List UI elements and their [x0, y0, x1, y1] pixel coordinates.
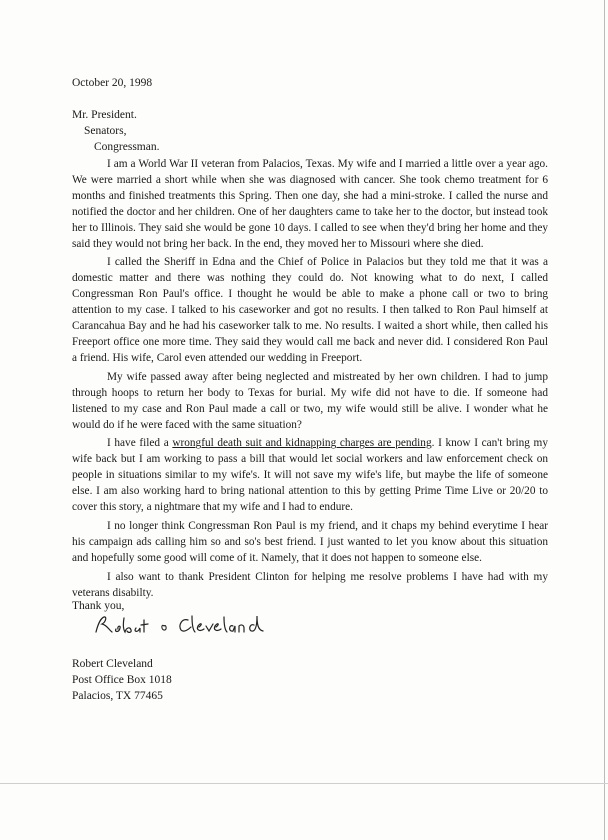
salutation-line: Senators, [84, 125, 127, 137]
letter-body [72, 157, 548, 604]
body-paragraph: I called the Sheriff in Edna and the Chief of Police in Palacios but they told me that it was a domestic matter and there was nothing they could do. Not knowing what to do next, I called Congressman Ron Paul's office. I thought he would be able to make a phone call or two to bring attention to my case. I talked to his caseworker and got no results. I then talked to Ron Paul himself at Carancahua Bay and he had his caseworker talk to me. No results. I waited a short while, then called his Freeport office one more time. They said they would call me back and never did. I considered Ron Paul a friend. His wife, Carol even attended our wedding in Freeport. [72, 256, 548, 364]
underlined-phrase: wrongful death suit and kidnapping charges are pending [172, 437, 432, 450]
page-edge-right [604, 0, 605, 840]
handwritten-signature [92, 610, 272, 640]
address-line: Robert Cleveland [72, 658, 153, 670]
salutation-block [72, 107, 159, 155]
body-paragraph [72, 436, 548, 516]
body-paragraph: I no longer think Congressman Ron Paul is my friend, and it chaps my behind everytime I hear his campaign ads calling him so and so's best friend. I just wanted to let you know about this situation and hopefully some good will come of it. Namely, that it does not happen to someone else. [72, 519, 548, 564]
salutation-line: Mr. President. [72, 109, 137, 121]
address-line: Palacios, TX 77465 [72, 690, 163, 702]
paragraph-text: . I know I can't bring my wife back but I am working to pass a bill that would let social workers and law enforcement check on people in situations similar to my wife's. It will not save my wife's life, but maybe the life of someone else. I am also working hard to bring national attention to this by getting Prime Time Live or 20/20 to cover this story, a nightmare that my wife and I had to endure. [72, 437, 548, 514]
letter-date: October 20, 1998 [72, 77, 153, 89]
salutation-line: Congressman. [94, 141, 160, 153]
address-line: Post Office Box 1018 [72, 674, 172, 686]
body-paragraph: I also want to thank President Clinton for helping me resolve problems I have had with my veterans disabilty. [72, 570, 548, 599]
sender-address [72, 656, 172, 704]
closing: Thank you, [72, 600, 125, 612]
signature-drawing [92, 610, 272, 640]
paragraph-text: I have filed a [107, 437, 173, 450]
body-paragraph: I am a World War II veteran from Palacios, Texas. My wife and I married a little over a year ago. We were married a short while when she was diagnosed with cancer. She took chemo treatment for 6 months and finished treatments this Spring. Then one day, she had a mini-stroke. I called the nurse and notified the doctor and her children. One of her daughters came to take her to the doctor, but instead took her to Illinois. They said she would be gone 10 days. I called to see when they'd bring her home and they said they would not bring her back. In the end, they moved her to Missouri where she died. [72, 158, 548, 250]
body-paragraph: My wife passed away after being neglected and mistreated by her own children. I had to jump through hoops to return her body to Texas for burial. My wife did not have to die. If someone had listened to my case and Ron Paul made a call or two, my wife would still be alive. I wonder what he would do if he were faced with the same situation? [72, 370, 548, 431]
page-edge-bottom [0, 783, 608, 784]
